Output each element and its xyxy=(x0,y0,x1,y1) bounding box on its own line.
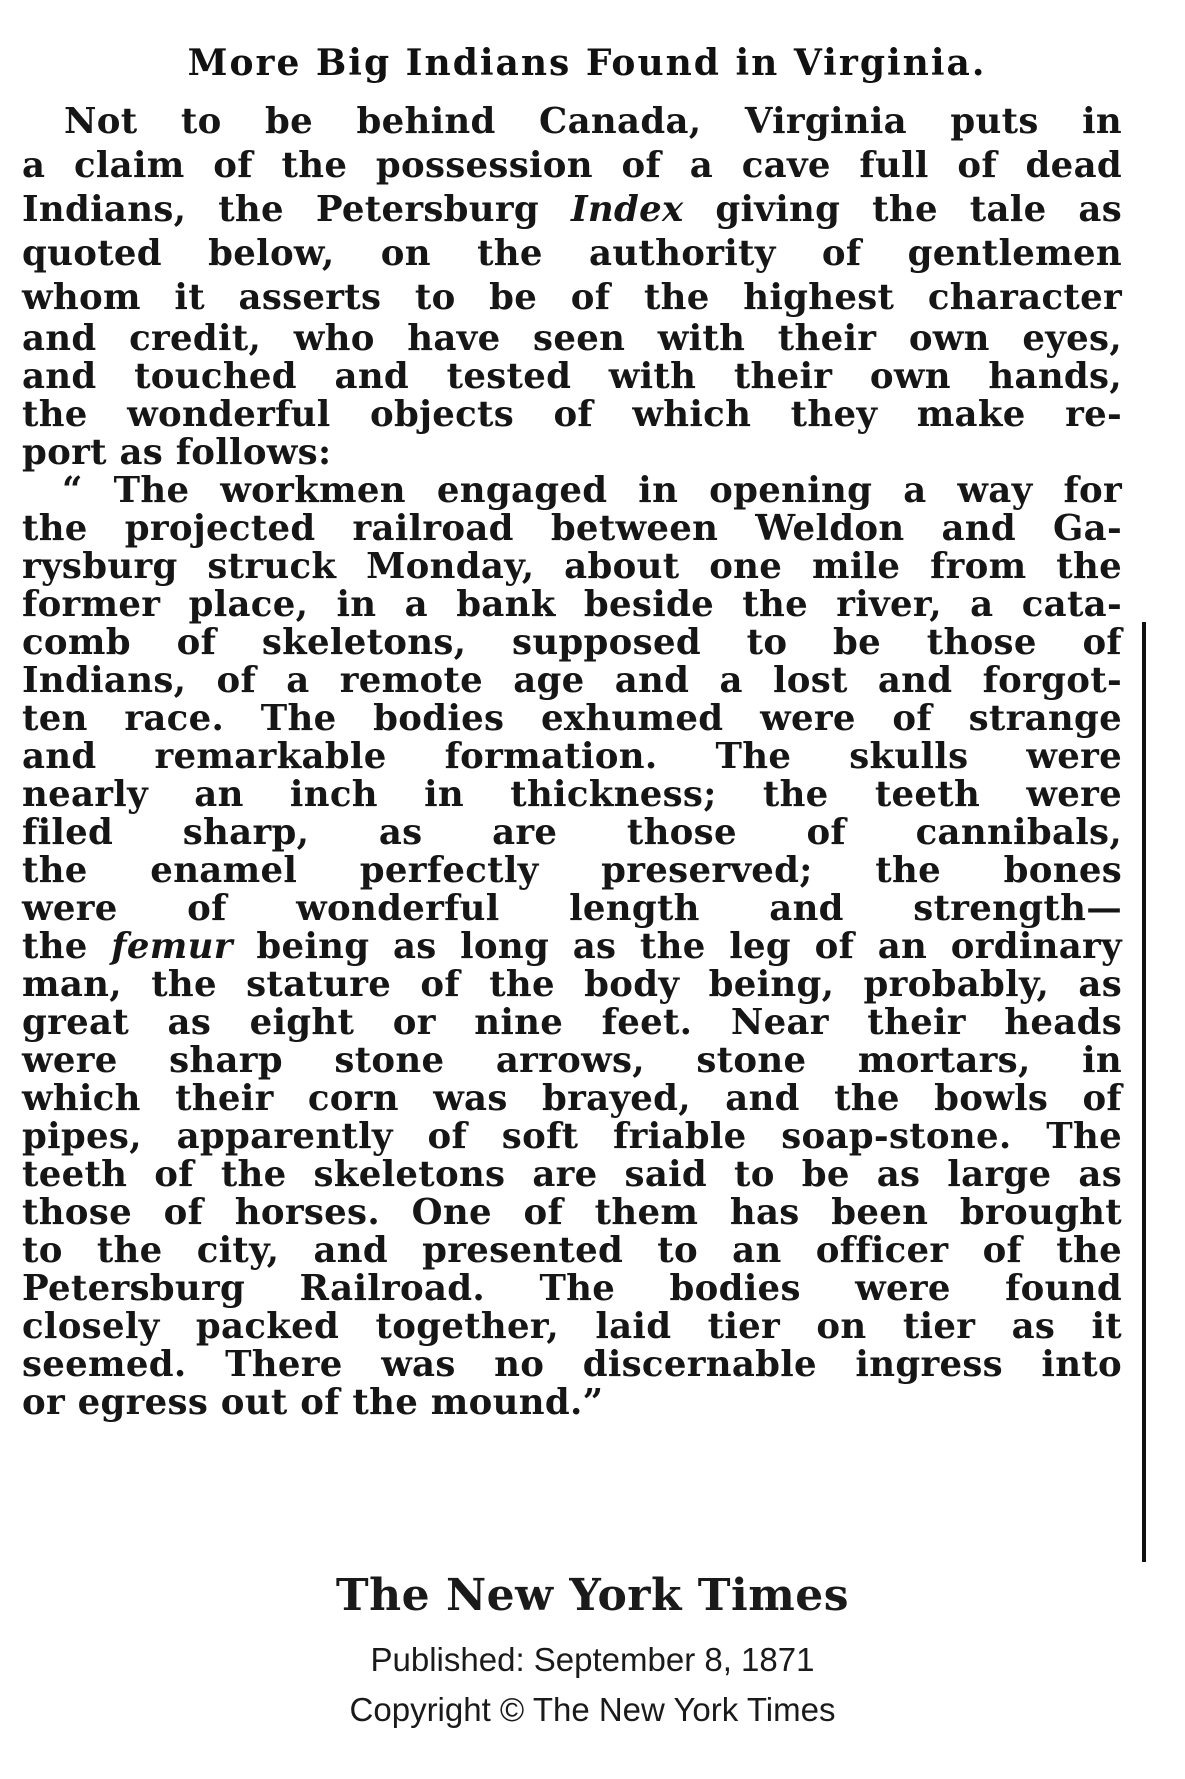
article-line: rysburg struck Monday, about one mile from the xyxy=(22,546,1122,587)
article-line: and touched and tested with their own hands, xyxy=(22,356,1122,397)
article-line: pipes, apparently of soft friable soap-stone. The xyxy=(22,1116,1122,1157)
italic-word: femur xyxy=(111,926,233,967)
newspaper-clipping xyxy=(22,42,1122,1522)
article-line: the enamel perfectly preserved; the bones xyxy=(22,850,1122,891)
article-line: whom it asserts to be of the highest character xyxy=(22,277,1122,318)
article-line: were sharp stone arrows, stone mortars, in xyxy=(22,1040,1122,1081)
nyt-masthead-logo: The New York Times xyxy=(335,1570,850,1621)
copyright-notice: Copyright © The New York Times xyxy=(349,1691,836,1728)
article-line: filed sharp, as are those of cannibals, xyxy=(22,812,1122,853)
article-line: former place, in a bank beside the river, a cata- xyxy=(22,584,1122,625)
article-line: ten race. The bodies exhumed were of strange xyxy=(22,698,1122,739)
article-line: a claim of the possession of a cave full of dead xyxy=(22,145,1122,186)
article-line: to the city, and presented to an officer of the xyxy=(22,1230,1122,1271)
article-line: or egress out of the mound.” xyxy=(22,1382,604,1423)
article-line: closely packed together, laid tier on tier as it xyxy=(22,1306,1122,1347)
article-body xyxy=(22,100,1122,1422)
article-headline: More Big Indians Found in Virginia. xyxy=(187,42,987,84)
article-line: Indians, the Petersburg Index giving the tale as xyxy=(22,189,1122,230)
italic-word: Index xyxy=(570,189,684,230)
article-line: which their corn was brayed, and the bowls of xyxy=(22,1078,1122,1119)
article-line: the femur being as long as the leg of an ordinary xyxy=(22,926,1122,967)
article-line: port as follows: xyxy=(22,432,332,473)
article-line: nearly an inch in thickness; the teeth were xyxy=(22,774,1122,815)
article-line: and credit, who have seen with their own eyes, xyxy=(22,318,1122,359)
article-line: those of horses. One of them has been brought xyxy=(22,1192,1122,1233)
article-line: Not to be behind Canada, Virginia puts in xyxy=(64,101,1122,142)
article-line: the projected railroad between Weldon and Ga- xyxy=(22,508,1122,549)
column-rule xyxy=(1142,622,1146,1562)
article-line: seemed. There was no discernable ingress into xyxy=(22,1344,1122,1385)
article-line: were of wonderful length and strength— xyxy=(22,888,1122,929)
article-line: quoted below, on the authority of gentlemen xyxy=(22,233,1122,274)
article-line: Indians, of a remote age and a lost and forgot- xyxy=(22,660,1122,701)
article-line: comb of skeletons, supposed to be those of xyxy=(22,622,1122,663)
article-line: Petersburg Railroad. The bodies were found xyxy=(22,1268,1122,1309)
article-line: and remarkable formation. The skulls were xyxy=(22,736,1122,777)
published-date: Published: September 8, 1871 xyxy=(370,1641,815,1678)
article-line: teeth of the skeletons are said to be as large as xyxy=(22,1154,1122,1195)
article-line: the wonderful objects of which they make re- xyxy=(22,394,1122,435)
article-line: great as eight or nine feet. Near their heads xyxy=(22,1002,1122,1043)
footer xyxy=(0,1570,1185,1735)
article-line: “ The workmen engaged in opening a way for xyxy=(62,470,1122,511)
article-line: man, the stature of the body being, probably, as xyxy=(22,964,1122,1005)
